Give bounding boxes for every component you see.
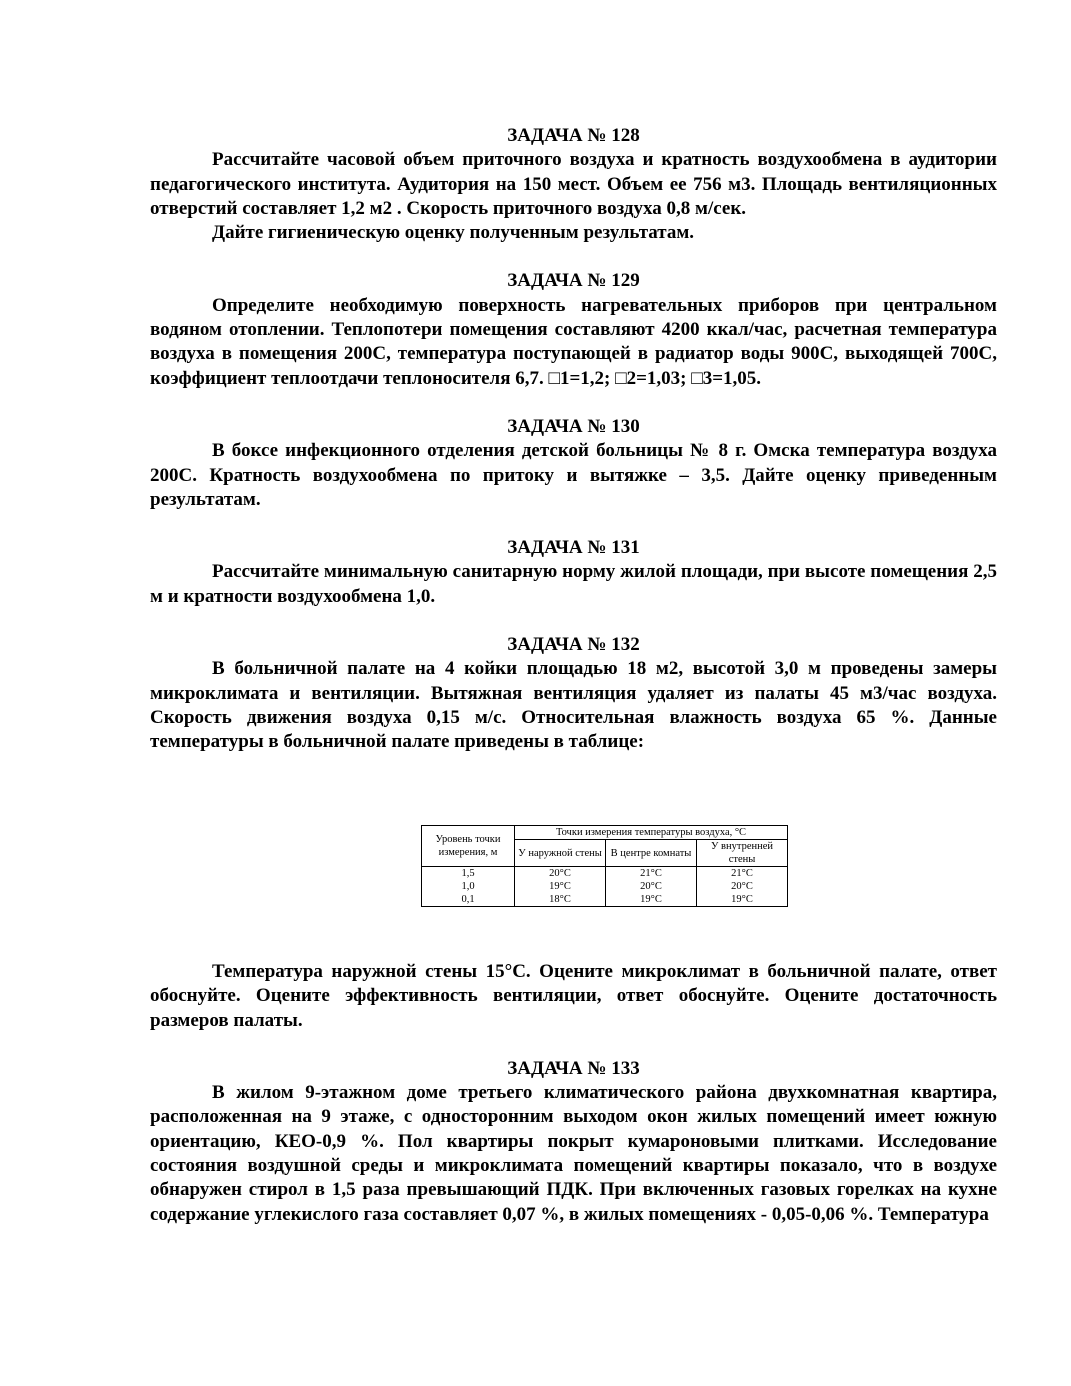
table-value: 20°С bbox=[731, 881, 753, 892]
task-132-followup: Температура наружной стены 15°С. Оцените микроклимат в больничной палате, ответ обоснуйте. Оцените эффективность вентиляции, ответ обоснуйте. Оцените достаточность размеров палаты. bbox=[150, 961, 997, 1031]
table-col-header-outer-wall: У наружной стены bbox=[515, 840, 606, 867]
task-133-title: ЗАДАЧА № 133 bbox=[507, 1057, 640, 1079]
task-130-title: ЗАДАЧА № 130 bbox=[507, 415, 640, 437]
temperature-table bbox=[421, 825, 788, 907]
table-col-header-center: В центре комнаты bbox=[606, 840, 697, 867]
table-outer-wall-values bbox=[515, 867, 606, 907]
table-value: 19°С bbox=[549, 881, 571, 892]
task-132-text: В больничной палате на 4 койки площадью 18 м2, высотой 3,0 м проведены замеры микроклимата и вентиляции. Вытяжная вентиляция удаляет из палаты 45 м3/час воздуха. Скорость движения воздуха 0,15 м/с. Относительная влажность воздуха 65 %. Данные температуры в больничной палате приведены в таблице: bbox=[150, 658, 997, 753]
table-col-header-inner-wall: У внутренней стены bbox=[697, 840, 788, 867]
table-value: 20°С bbox=[549, 868, 571, 879]
document-page-continued bbox=[150, 960, 997, 1227]
table-row-header: Уровень точки измерения, м bbox=[422, 826, 515, 867]
table-level: 1,5 bbox=[461, 868, 475, 879]
task-128-text: Рассчитайте часовой объем приточного воздуха и кратность воздухообмена в аудитории педагогического института. Аудитория на 150 мест. Объем ее 756 м3. Площадь вентиляционных отверстий составляет 1,2 м2 . Скорость приточного воздуха 0,8 м/сек. bbox=[150, 149, 997, 219]
task-133-text: В жилом 9-этажном доме третьего климатического района двухкомнатная квартира, расположенная на 9 этаже, с односторонним выходом окон жилых помещений имеет южную ориентацию, КЕО-0,9 %. Пол квартиры покрыт кумароновыми плитками. Исследование состояния воздушной среды и микроклимата помещений квартиры показало, что в воздухе обнаружен стирол в 1,5 раза превышающий ПДК. При включенных газовых горелках на кухне содержание углекислого газа составляет 0,07 %, в жилых помещениях - 0,05-0,06 %. Температура bbox=[150, 1082, 997, 1225]
table-inner-wall-values bbox=[697, 867, 788, 907]
table-value: 18°С bbox=[549, 894, 571, 905]
table-center-values bbox=[606, 867, 697, 907]
table-value: 19°С bbox=[731, 894, 753, 905]
task-128-instruction: Дайте гигиеническую оценку полученным результатам. bbox=[212, 222, 695, 244]
table-value: 21°С bbox=[731, 868, 753, 879]
task-128-title: ЗАДАЧА № 128 bbox=[507, 125, 640, 146]
task-130-text: В боксе инфекционного отделения детской больницы № 8 г. Омска температура воздуха 200С. Кратность воздухообмена по притоку и вытяжке – 3,5. Дайте оценку приведенным результатам. bbox=[150, 440, 997, 510]
document-page bbox=[150, 124, 997, 755]
table-group-header: Точки измерения температуры воздуха, °С bbox=[515, 826, 788, 840]
table-value: 21°С bbox=[640, 868, 662, 879]
table-level: 1,0 bbox=[461, 881, 475, 892]
task-129-title: ЗАДАЧА № 129 bbox=[507, 270, 640, 292]
task-131-title: ЗАДАЧА № 131 bbox=[507, 537, 640, 559]
task-131-text: Рассчитайте минимальную санитарную норму жилой площади, при высоте помещения 2,5 м и кратности воздухообмена 1,0. bbox=[150, 561, 997, 607]
table-value: 20°С bbox=[640, 881, 662, 892]
table-levels-cell bbox=[422, 867, 515, 907]
table-level: 0,1 bbox=[461, 894, 475, 905]
table-value: 19°С bbox=[640, 894, 662, 905]
task-129-text: Определите необходимую поверхность нагревательных приборов при центральном водяном отоплении. Теплопотери помещения составляют 4200 ккал/час, расчетная температура воздуха в помещения 200С, температура поступающей в радиатор воды 900С, выходящей 700С, коэффициент теплоотдачи теплоносителя 6,7. □1=1,2; □2=1,03; □3=1,05. bbox=[150, 294, 997, 389]
task-132-title: ЗАДАЧА № 132 bbox=[507, 634, 640, 656]
